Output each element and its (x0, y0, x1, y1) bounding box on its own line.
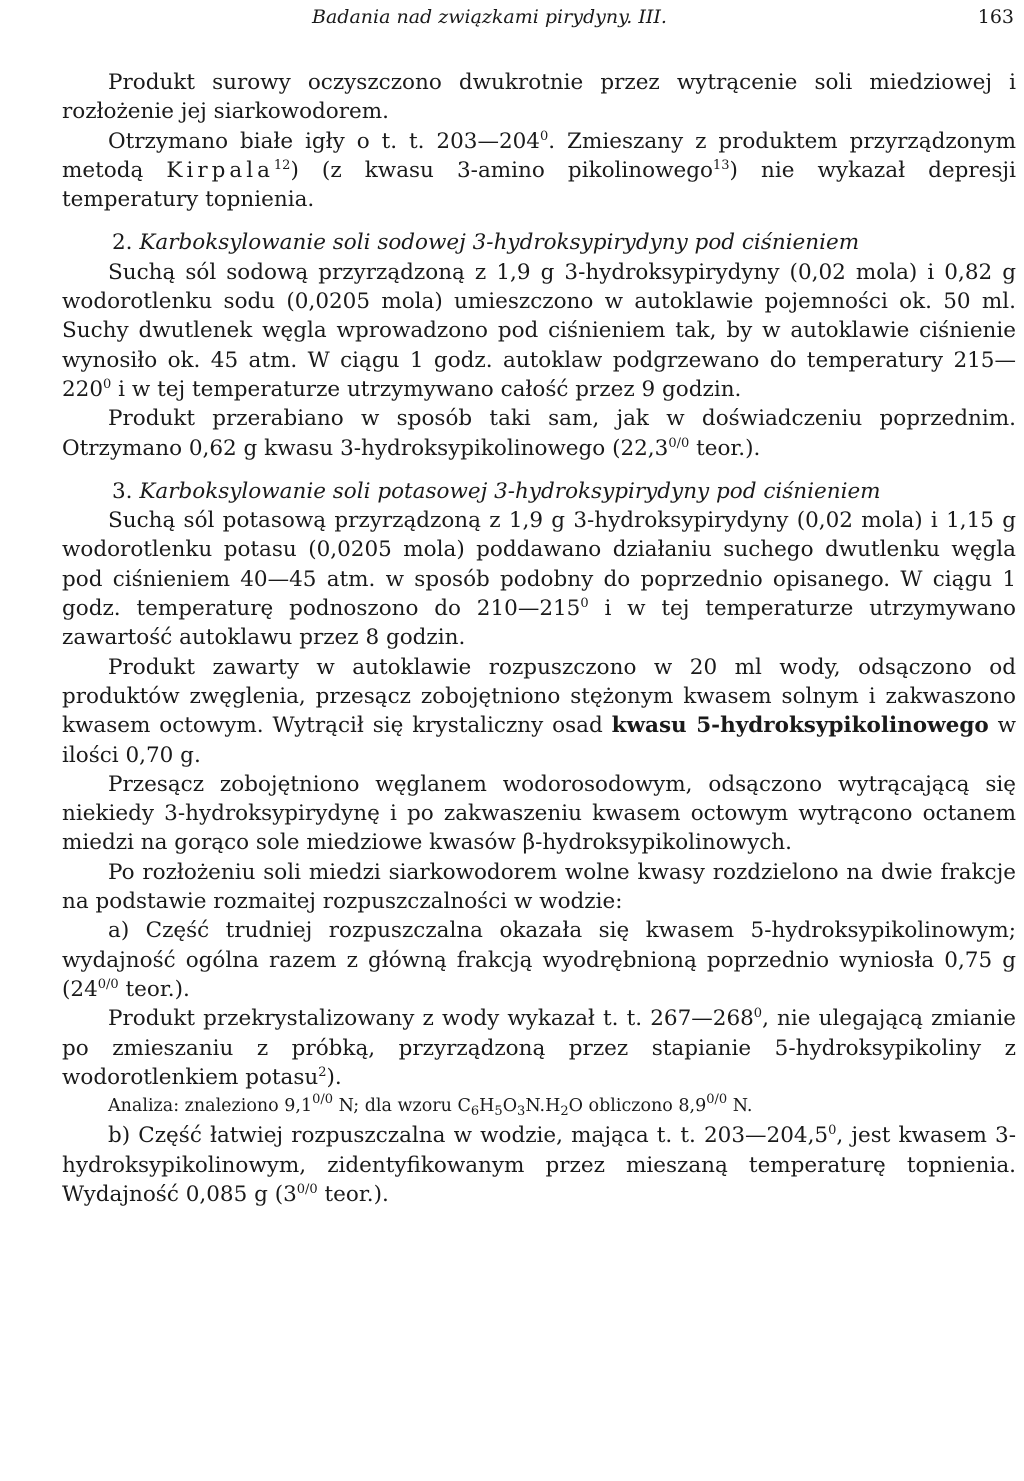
footnote-ref: 13 (712, 157, 730, 173)
section-heading: 3. Karboksylowanie soli potasowej 3-hydroksypirydyny pod ciśnieniem (112, 478, 881, 504)
paragraph: Po rozłożeniu soli miedzi siarkowodorem wolne kwasy rozdzielono na dwie frakcje na podstawie rozmaitej rozpuszczalności w wodzie: (62, 859, 1016, 915)
paragraph: a) Część trudniej rozpuszczalna okazała się kwasem 5-hydroksypikolinowym; wydajność ogólna razem z główną frakcją wyodrębnioną poprzednio wyniosła 0,75 g ($24^{0/0}$ teor.). (62, 918, 1016, 1002)
section-heading: 2. Karboksylowanie soli sodowej 3-hydroksypirydyny pod ciśnieniem (112, 230, 860, 256)
footnote-ref: 12 (273, 157, 291, 173)
page-number: 163 (977, 6, 1014, 28)
paragraph: Produkt przerabiano w sposób taki sam, jak w doświadczeniu poprzednim. Otrzymano 0,62 g kwasu 3-hydroksypikolinowego ($22,3^{0/0}$ teor.). (62, 406, 1016, 461)
paragraph: Suchą sól potasową przyrządzoną z 1,9 g 3-hydroksypirydyny (0,02 mola) i 1,15 g wodorotlenku potasu (0,0205 mola) poddawano działaniu suchego dwutlenku węgla pod ciśnieniem 40—45 atm. w sposób podobny do poprzednio opisanego. W ciągu 1 godz. temperaturę podnoszono do $210—215^0$ i w tej temperaturze utrzymywano zawartość autoklawu przez 8 godzin. (62, 508, 1016, 651)
page-header (62, 6, 1016, 34)
footnote-ref: 2 (318, 1064, 327, 1080)
author-name: Kirpala (166, 157, 274, 183)
paragraph: b) Część łatwiej rozpuszczalna w wodzie, mająca t. t. 203—204,5$^0$, jest kwasem 3-hydroksypikolinowym, zidentyfikowanym przez mieszaną temperaturę topnienia. Wydajność 0,085 g ($3^{0/0}$ teor.). (62, 1123, 1016, 1207)
paragraph: Przesącz zobojętniono węglanem wodorosodowym, odsączono wytrącającą się niekiedy 3-hydroksypirydynę i po zakwaszeniu kwasem octowym wytrącono octanem miedzi na gorąco sole miedziowe kwasów β-hydroksypikolinowych. (62, 771, 1016, 856)
analysis-line: Analiza: znaleziono $9,1^{0/0}$ N; dla wzoru $C_6H_5O_3N.H_2O$ obliczono $8,9^{0/0}$ N. (108, 1092, 753, 1120)
paragraph: Otrzymano białe igły o t. t. $203—204^0$. Zmieszany z produktem przyrządzonym metodą Kirpala$^{12}$) (z kwasu 3-amino pikolinowego$^{13}$) nie wykazał depresji temperatury topnienia. (62, 128, 1016, 213)
paragraph: Produkt zawarty w autoklawie rozpuszczono w 20 ml wody, odsączono od produktów zwęglenia, przesącz zobojętniono stężonym kwasem solnym i zakwaszono kwasem octowym. Wytrącił się krystaliczny osad kwasu 5-hydroksypikolinowego w ilości 0,70 g. (62, 654, 1016, 768)
body-text (62, 68, 1016, 1209)
running-title: Badania nad związkami pirydyny. III. (312, 6, 667, 28)
paragraph: Suchą sól sodową przyrządzoną z 1,9 g 3-hydroksypirydyny (0,02 mola) i 0,82 g wodorotlenku sodu (0,0205 mola) umieszczono w autoklawie pojemności ok. 50 ml. Suchy dwutlenek węgla wprowadzono pod ciśnieniem tak, by w autoklawie ciśnienie wynosiło ok. 45 atm. W ciągu 1 godz. autoklaw podgrzewano do temperatury $215—220^0$ i w tej temperaturze utrzymywano całość przez 9 godzin. (62, 259, 1016, 402)
paragraph: Produkt surowy oczyszczono dwukrotnie przez wytrącenie soli miedziowej i rozłożenie jej siarkowodorem. (62, 70, 1016, 125)
paragraph: Produkt przekrystalizowany z wody wykazał t. t. $267—268^0$, nie ulegającą zmianie po zmieszaniu z próbką, przyrządzoną przez stapianie 5-hydroksypikoliny z wodorotlenkiem potasu$^2$). (62, 1006, 1016, 1090)
bold-compound-name: kwasu 5-hydroksypikolinowego (611, 713, 989, 739)
